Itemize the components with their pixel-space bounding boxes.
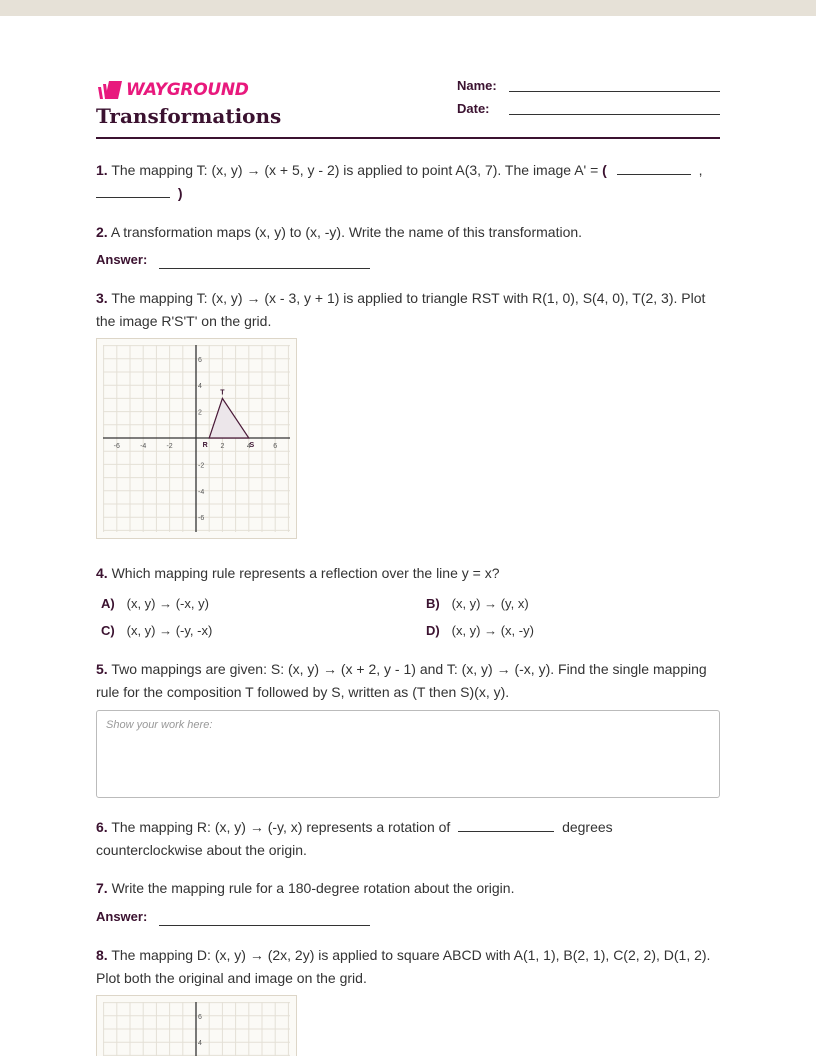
work-area-placeholder: Show your work here:: [106, 719, 213, 731]
x-tick-label: -6: [113, 443, 120, 450]
option-c[interactable]: [101, 623, 212, 638]
question-text-start: The mapping R: (x, y) → (-y, x) represents a rotation of: [111, 819, 451, 835]
question-text: Two mappings are given: S: (x, y) → (x + 2, y - 1) and T: (x, y) → (-x, y). Find the single mapping rule for the composition T followed by S, written as (T then S)(x, y).: [96, 661, 707, 700]
x-tick-label: 4: [246, 443, 251, 450]
question-number: 8.: [96, 947, 108, 963]
question-text: The mapping D: (x, y) → (2x, 2y) is applied to square ABCD with A(1, 1), B(2, 1), C(2, 2), D(1, 2). Plot both the original and image on the grid.: [96, 947, 711, 986]
option-text: (x, y) → (-y, -x): [126, 623, 213, 638]
grid-svg: [97, 339, 296, 538]
y-tick-label: -2: [198, 462, 205, 470]
header-divider: [96, 137, 720, 139]
close-paren: ): [177, 185, 183, 201]
question-number: 7.: [96, 880, 108, 896]
name-field[interactable]: [509, 91, 720, 92]
coordinate-grid-q8[interactable]: [96, 995, 297, 1056]
question-5: [96, 658, 720, 704]
date-label: Date:: [457, 101, 490, 116]
logo-text: WAYGROUND: [126, 80, 249, 100]
answer-field-q7[interactable]: [159, 925, 370, 926]
question-3: [96, 287, 720, 333]
vertex-label: R: [202, 442, 208, 449]
question-8: [96, 944, 720, 990]
y-tick-label: -6: [198, 515, 205, 523]
answer-blank-x[interactable]: [617, 160, 691, 175]
name-label: Name:: [457, 78, 497, 93]
question-text: Which mapping rule represents a reflection over the line y = x?: [111, 565, 500, 581]
grid-svg: [97, 996, 296, 1056]
question-number: 5.: [96, 661, 108, 677]
y-tick-label: -4: [198, 488, 205, 496]
y-tick-label: 2: [198, 409, 202, 417]
question-7: [96, 877, 720, 900]
page-title: Transformations: [96, 104, 282, 128]
date-field[interactable]: [509, 114, 720, 115]
question-text-end: degrees counterclockwise about the origin.: [96, 819, 613, 858]
triangle-rst: [209, 398, 249, 438]
answer-blank-y[interactable]: [96, 183, 170, 198]
option-text: (x, y) → (-x, y): [126, 596, 209, 611]
question-text: A transformation maps (x, y) to (x, -y). Write the name of this transformation.: [110, 224, 583, 240]
question-text: The mapping T: (x, y) → (x + 5, y - 2) is applied to point A(3, 7). The image A' =: [111, 162, 599, 178]
answer-blank-degrees[interactable]: [458, 817, 554, 832]
question-text: The mapping T: (x, y) → (x - 3, y + 1) is applied to triangle RST with R(1, 0), S(4, 0), T(2, 3). Plot the image R'S'T' on the grid.: [96, 290, 706, 329]
question-number: 1.: [96, 162, 108, 178]
option-a[interactable]: [101, 596, 209, 611]
open-paren: (: [602, 162, 607, 178]
question-2: [96, 221, 720, 244]
x-tick-label: 6: [273, 443, 278, 450]
option-b[interactable]: [426, 596, 529, 611]
question-number: 2.: [96, 224, 108, 240]
answer-label: Answer:: [96, 252, 148, 267]
worksheet-page: [0, 16, 816, 1056]
vertex-label: T: [220, 389, 225, 397]
y-tick-label: 4: [198, 383, 202, 391]
comma: ,: [698, 162, 703, 178]
answer-label: Answer:: [96, 909, 148, 924]
option-letter: A): [101, 596, 115, 611]
x-tick-label: -4: [140, 443, 147, 450]
coordinate-grid-q3[interactable]: [96, 338, 297, 539]
option-text: (x, y) → (x, -y): [451, 623, 534, 638]
logo-mark-icon: [96, 81, 122, 99]
question-6: [96, 816, 720, 862]
option-text: (x, y) → (y, x): [451, 596, 529, 611]
option-letter: B): [426, 596, 440, 611]
x-tick-label: -2: [166, 443, 173, 450]
option-letter: C): [101, 623, 115, 638]
y-tick-label: 6: [198, 356, 202, 364]
question-1: [96, 159, 720, 205]
vertex-label: S: [249, 442, 255, 449]
y-tick-label: 6: [198, 1013, 202, 1021]
option-letter: D): [426, 623, 440, 638]
y-tick-label: 4: [198, 1040, 202, 1048]
answer-field-q2[interactable]: [159, 268, 370, 269]
wayground-logo: [96, 79, 249, 101]
option-d[interactable]: [426, 623, 534, 638]
work-area[interactable]: [96, 710, 720, 798]
question-number: 3.: [96, 290, 108, 306]
x-tick-label: 2: [220, 443, 225, 450]
question-text: Write the mapping rule for a 180-degree rotation about the origin.: [111, 880, 515, 896]
question-number: 6.: [96, 819, 108, 835]
question-4: [96, 562, 720, 585]
question-number: 4.: [96, 565, 108, 581]
